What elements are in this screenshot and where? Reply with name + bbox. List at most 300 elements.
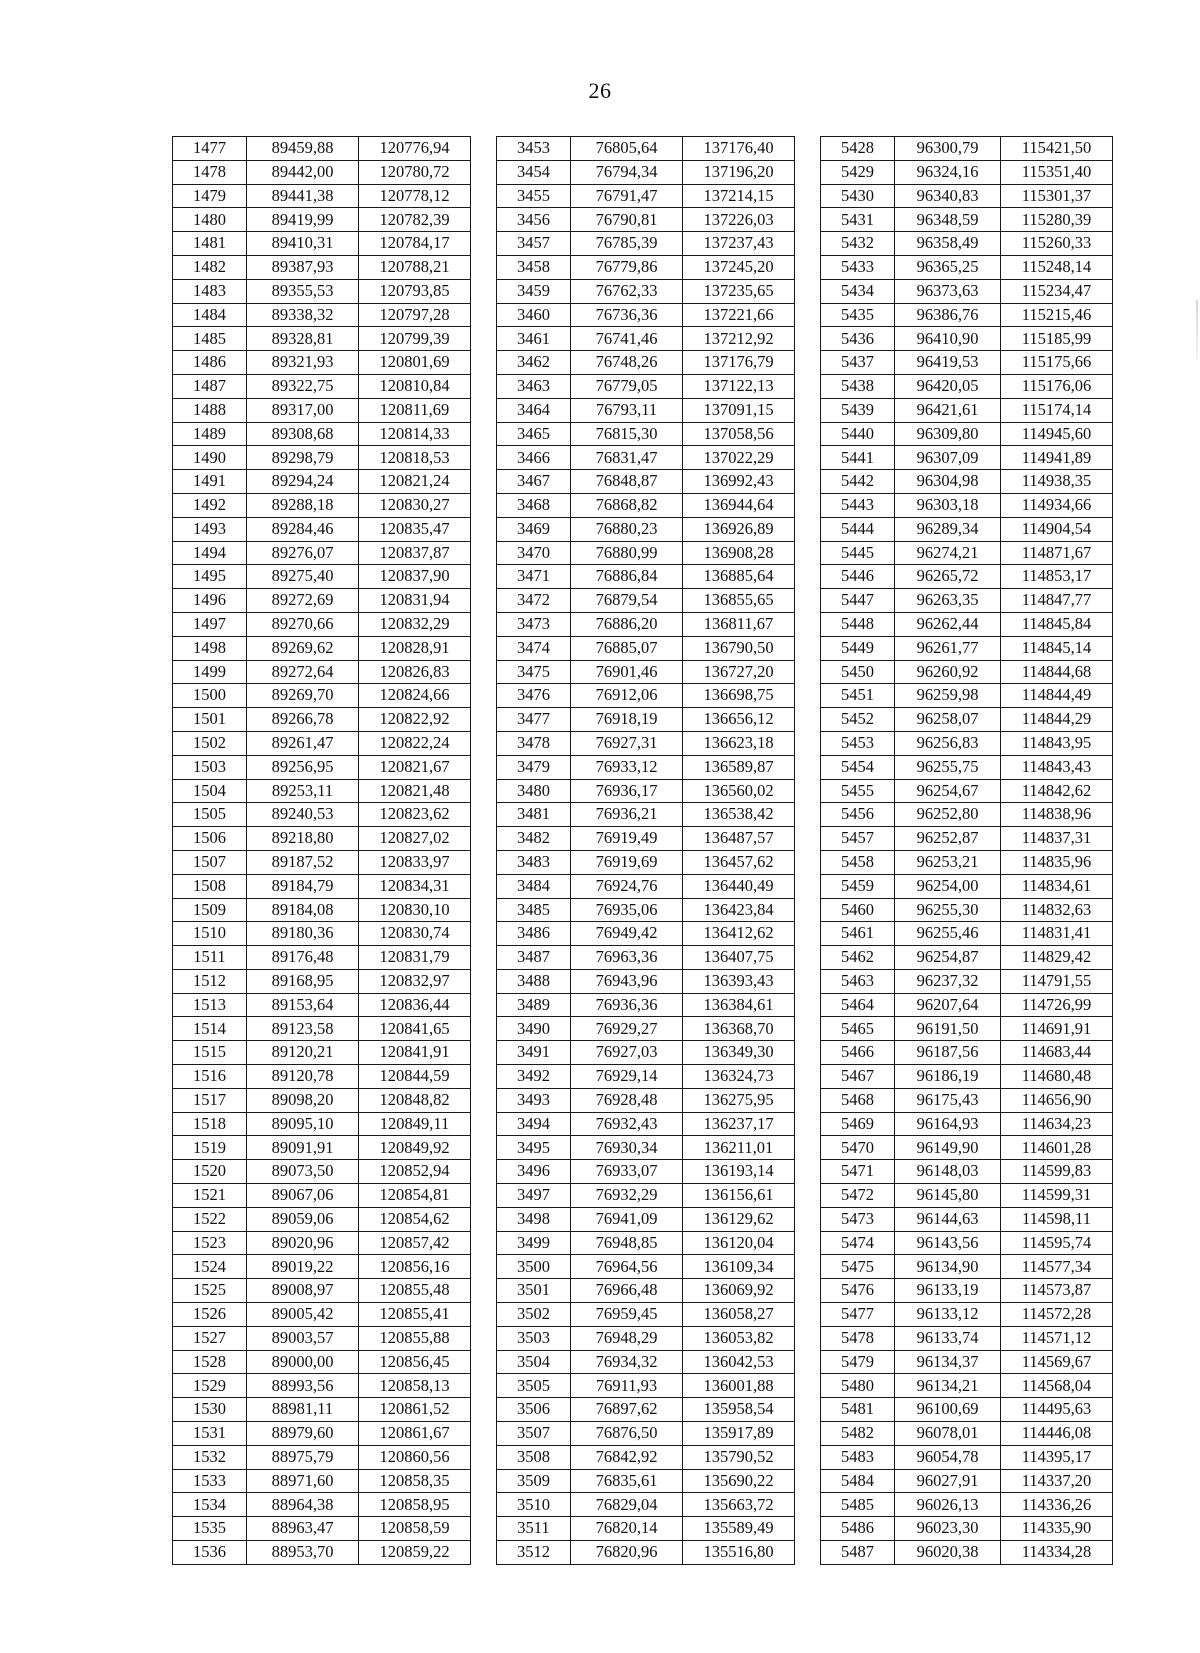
group-2-y-coordinate-cell: 136393,43 <box>683 969 795 993</box>
group-1-point-number-cell: 1525 <box>173 1279 247 1303</box>
group-2-y-coordinate-cell: 136120,04 <box>683 1231 795 1255</box>
group-2-x-coordinate-cell: 76964,56 <box>571 1255 683 1279</box>
table-row <box>173 351 1113 375</box>
group-3-point-number-cell: 5454 <box>821 755 895 779</box>
column-spacer <box>795 969 821 993</box>
group-2-y-coordinate-cell: 136109,34 <box>683 1255 795 1279</box>
group-3-y-coordinate-cell: 115185,99 <box>1001 327 1113 351</box>
group-3-y-coordinate-cell: 115176,06 <box>1001 374 1113 398</box>
group-3-x-coordinate-cell: 96252,87 <box>895 827 1001 851</box>
group-2-point-number-cell: 3500 <box>497 1255 571 1279</box>
column-spacer <box>795 398 821 422</box>
group-1-y-coordinate-cell: 120856,16 <box>359 1255 471 1279</box>
group-3-x-coordinate-cell: 96303,18 <box>895 493 1001 517</box>
group-1-y-coordinate-cell: 120855,48 <box>359 1279 471 1303</box>
group-2-y-coordinate-cell: 136423,84 <box>683 898 795 922</box>
group-3-point-number-cell: 5458 <box>821 850 895 874</box>
group-1-point-number-cell: 1530 <box>173 1398 247 1422</box>
group-1-x-coordinate-cell: 89276,07 <box>247 541 359 565</box>
table-row <box>173 160 1113 184</box>
group-2-x-coordinate-cell: 76793,11 <box>571 398 683 422</box>
group-1-point-number-cell: 1505 <box>173 803 247 827</box>
group-2-x-coordinate-cell: 76901,46 <box>571 660 683 684</box>
column-spacer <box>471 1469 497 1493</box>
group-3-y-coordinate-cell: 115175,66 <box>1001 351 1113 375</box>
table-row <box>173 874 1113 898</box>
column-spacer <box>795 731 821 755</box>
group-1-x-coordinate-cell: 89269,70 <box>247 684 359 708</box>
table-row <box>173 779 1113 803</box>
group-2-x-coordinate-cell: 76741,46 <box>571 327 683 351</box>
group-1-y-coordinate-cell: 120858,59 <box>359 1517 471 1541</box>
column-spacer <box>471 1112 497 1136</box>
group-2-x-coordinate-cell: 76948,85 <box>571 1231 683 1255</box>
table-row <box>173 541 1113 565</box>
group-3-x-coordinate-cell: 96175,43 <box>895 1088 1001 1112</box>
group-2-point-number-cell: 3484 <box>497 874 571 898</box>
column-spacer <box>795 1445 821 1469</box>
group-3-x-coordinate-cell: 96026,13 <box>895 1493 1001 1517</box>
group-2-point-number-cell: 3487 <box>497 946 571 970</box>
group-1-y-coordinate-cell: 120818,53 <box>359 446 471 470</box>
group-2-point-number-cell: 3491 <box>497 1041 571 1065</box>
column-spacer <box>795 684 821 708</box>
group-2-x-coordinate-cell: 76848,87 <box>571 470 683 494</box>
group-1-point-number-cell: 1521 <box>173 1184 247 1208</box>
group-3-point-number-cell: 5483 <box>821 1445 895 1469</box>
group-2-y-coordinate-cell: 136053,82 <box>683 1326 795 1350</box>
group-3-y-coordinate-cell: 114726,99 <box>1001 993 1113 1017</box>
group-3-y-coordinate-cell: 114835,96 <box>1001 850 1113 874</box>
group-3-point-number-cell: 5460 <box>821 898 895 922</box>
table-row <box>173 184 1113 208</box>
coordinate-table-body <box>173 137 1113 1565</box>
column-spacer <box>471 946 497 970</box>
group-3-x-coordinate-cell: 96307,09 <box>895 446 1001 470</box>
group-1-point-number-cell: 1482 <box>173 255 247 279</box>
group-2-x-coordinate-cell: 76748,26 <box>571 351 683 375</box>
group-1-x-coordinate-cell: 88993,56 <box>247 1374 359 1398</box>
group-3-y-coordinate-cell: 115260,33 <box>1001 232 1113 256</box>
group-3-point-number-cell: 5445 <box>821 541 895 565</box>
table-row <box>173 1112 1113 1136</box>
column-spacer <box>795 374 821 398</box>
group-2-point-number-cell: 3486 <box>497 922 571 946</box>
group-2-y-coordinate-cell: 136656,12 <box>683 708 795 732</box>
group-2-y-coordinate-cell: 135589,49 <box>683 1517 795 1541</box>
group-2-y-coordinate-cell: 137245,20 <box>683 255 795 279</box>
column-spacer <box>471 446 497 470</box>
column-spacer <box>795 303 821 327</box>
column-spacer <box>795 327 821 351</box>
group-3-x-coordinate-cell: 96054,78 <box>895 1445 1001 1469</box>
group-2-x-coordinate-cell: 76924,76 <box>571 874 683 898</box>
column-spacer <box>471 1017 497 1041</box>
group-3-x-coordinate-cell: 96340,83 <box>895 184 1001 208</box>
group-3-point-number-cell: 5448 <box>821 612 895 636</box>
table-row <box>173 422 1113 446</box>
group-1-y-coordinate-cell: 120861,67 <box>359 1422 471 1446</box>
group-3-point-number-cell: 5439 <box>821 398 895 422</box>
table-row <box>173 1017 1113 1041</box>
table-row <box>173 684 1113 708</box>
group-2-x-coordinate-cell: 76794,34 <box>571 160 683 184</box>
group-2-x-coordinate-cell: 76790,81 <box>571 208 683 232</box>
group-1-point-number-cell: 1501 <box>173 708 247 732</box>
group-2-y-coordinate-cell: 135516,80 <box>683 1541 795 1565</box>
column-spacer <box>471 874 497 898</box>
group-3-x-coordinate-cell: 96386,76 <box>895 303 1001 327</box>
group-3-y-coordinate-cell: 114934,66 <box>1001 493 1113 517</box>
group-1-x-coordinate-cell: 89269,62 <box>247 636 359 660</box>
group-1-x-coordinate-cell: 89321,93 <box>247 351 359 375</box>
group-2-y-coordinate-cell: 136457,62 <box>683 850 795 874</box>
group-1-x-coordinate-cell: 89272,69 <box>247 589 359 613</box>
group-2-y-coordinate-cell: 136623,18 <box>683 731 795 755</box>
group-2-point-number-cell: 3497 <box>497 1184 571 1208</box>
column-spacer <box>795 1303 821 1327</box>
group-1-y-coordinate-cell: 120801,69 <box>359 351 471 375</box>
group-1-x-coordinate-cell: 89294,24 <box>247 470 359 494</box>
group-3-y-coordinate-cell: 114577,34 <box>1001 1255 1113 1279</box>
group-3-x-coordinate-cell: 96144,63 <box>895 1207 1001 1231</box>
group-2-x-coordinate-cell: 76949,42 <box>571 922 683 946</box>
group-3-y-coordinate-cell: 114569,67 <box>1001 1350 1113 1374</box>
group-1-x-coordinate-cell: 89059,06 <box>247 1207 359 1231</box>
group-2-x-coordinate-cell: 76736,36 <box>571 303 683 327</box>
group-1-y-coordinate-cell: 120848,82 <box>359 1088 471 1112</box>
group-3-x-coordinate-cell: 96255,30 <box>895 898 1001 922</box>
group-1-y-coordinate-cell: 120855,88 <box>359 1326 471 1350</box>
table-row <box>173 208 1113 232</box>
group-3-point-number-cell: 5444 <box>821 517 895 541</box>
group-1-y-coordinate-cell: 120858,35 <box>359 1469 471 1493</box>
group-1-x-coordinate-cell: 89005,42 <box>247 1303 359 1327</box>
column-spacer <box>795 1350 821 1374</box>
group-3-x-coordinate-cell: 96358,49 <box>895 232 1001 256</box>
column-spacer <box>795 422 821 446</box>
group-3-y-coordinate-cell: 115174,14 <box>1001 398 1113 422</box>
group-3-y-coordinate-cell: 114904,54 <box>1001 517 1113 541</box>
group-1-x-coordinate-cell: 89288,18 <box>247 493 359 517</box>
group-1-point-number-cell: 1489 <box>173 422 247 446</box>
group-2-point-number-cell: 3473 <box>497 612 571 636</box>
group-3-y-coordinate-cell: 114941,89 <box>1001 446 1113 470</box>
group-2-point-number-cell: 3498 <box>497 1207 571 1231</box>
group-1-y-coordinate-cell: 120857,42 <box>359 1231 471 1255</box>
column-spacer <box>471 517 497 541</box>
group-3-y-coordinate-cell: 114843,95 <box>1001 731 1113 755</box>
group-1-x-coordinate-cell: 88963,47 <box>247 1517 359 1541</box>
group-2-x-coordinate-cell: 76879,54 <box>571 589 683 613</box>
table-row <box>173 1255 1113 1279</box>
table-row <box>173 755 1113 779</box>
group-2-y-coordinate-cell: 136440,49 <box>683 874 795 898</box>
group-1-y-coordinate-cell: 120797,28 <box>359 303 471 327</box>
group-1-x-coordinate-cell: 89284,46 <box>247 517 359 541</box>
group-1-x-coordinate-cell: 89008,97 <box>247 1279 359 1303</box>
group-1-point-number-cell: 1513 <box>173 993 247 1017</box>
group-1-y-coordinate-cell: 120810,84 <box>359 374 471 398</box>
table-row <box>173 1541 1113 1565</box>
group-2-y-coordinate-cell: 136908,28 <box>683 541 795 565</box>
column-spacer <box>471 993 497 1017</box>
group-3-y-coordinate-cell: 114938,35 <box>1001 470 1113 494</box>
group-2-y-coordinate-cell: 135663,72 <box>683 1493 795 1517</box>
group-3-y-coordinate-cell: 114573,87 <box>1001 1279 1113 1303</box>
group-2-x-coordinate-cell: 76897,62 <box>571 1398 683 1422</box>
group-3-y-coordinate-cell: 114337,20 <box>1001 1469 1113 1493</box>
group-3-y-coordinate-cell: 114871,67 <box>1001 541 1113 565</box>
table-row <box>173 993 1113 1017</box>
group-1-y-coordinate-cell: 120849,11 <box>359 1112 471 1136</box>
table-row <box>173 636 1113 660</box>
group-2-point-number-cell: 3512 <box>497 1541 571 1565</box>
group-3-y-coordinate-cell: 114843,43 <box>1001 755 1113 779</box>
group-2-y-coordinate-cell: 136885,64 <box>683 565 795 589</box>
group-2-y-coordinate-cell: 136042,53 <box>683 1350 795 1374</box>
group-2-point-number-cell: 3453 <box>497 137 571 161</box>
group-3-point-number-cell: 5477 <box>821 1303 895 1327</box>
group-2-x-coordinate-cell: 76929,27 <box>571 1017 683 1041</box>
table-row <box>173 327 1113 351</box>
group-2-x-coordinate-cell: 76779,05 <box>571 374 683 398</box>
column-spacer <box>795 827 821 851</box>
group-1-point-number-cell: 1498 <box>173 636 247 660</box>
group-2-y-coordinate-cell: 136237,17 <box>683 1112 795 1136</box>
group-3-x-coordinate-cell: 96261,77 <box>895 636 1001 660</box>
column-spacer <box>795 946 821 970</box>
group-2-x-coordinate-cell: 76919,69 <box>571 850 683 874</box>
group-1-x-coordinate-cell: 89272,64 <box>247 660 359 684</box>
group-2-point-number-cell: 3461 <box>497 327 571 351</box>
group-1-point-number-cell: 1486 <box>173 351 247 375</box>
group-1-x-coordinate-cell: 89095,10 <box>247 1112 359 1136</box>
group-2-point-number-cell: 3464 <box>497 398 571 422</box>
table-row <box>173 1303 1113 1327</box>
group-1-point-number-cell: 1535 <box>173 1517 247 1541</box>
group-3-point-number-cell: 5474 <box>821 1231 895 1255</box>
column-spacer <box>795 1041 821 1065</box>
group-2-point-number-cell: 3458 <box>497 255 571 279</box>
group-2-y-coordinate-cell: 136811,67 <box>683 612 795 636</box>
group-2-y-coordinate-cell: 136156,61 <box>683 1184 795 1208</box>
group-2-x-coordinate-cell: 76959,45 <box>571 1303 683 1327</box>
group-1-x-coordinate-cell: 89120,78 <box>247 1065 359 1089</box>
group-2-y-coordinate-cell: 136069,92 <box>683 1279 795 1303</box>
table-row <box>173 1445 1113 1469</box>
table-row <box>173 1517 1113 1541</box>
group-1-x-coordinate-cell: 88975,79 <box>247 1445 359 1469</box>
group-1-y-coordinate-cell: 120833,97 <box>359 850 471 874</box>
group-3-y-coordinate-cell: 114844,68 <box>1001 660 1113 684</box>
group-3-y-coordinate-cell: 114335,90 <box>1001 1517 1113 1541</box>
column-spacer <box>795 660 821 684</box>
group-1-point-number-cell: 1534 <box>173 1493 247 1517</box>
column-spacer <box>471 1350 497 1374</box>
group-3-point-number-cell: 5431 <box>821 208 895 232</box>
group-3-point-number-cell: 5433 <box>821 255 895 279</box>
group-3-x-coordinate-cell: 96421,61 <box>895 398 1001 422</box>
group-1-x-coordinate-cell: 89328,81 <box>247 327 359 351</box>
group-3-point-number-cell: 5480 <box>821 1374 895 1398</box>
group-3-y-coordinate-cell: 114853,17 <box>1001 565 1113 589</box>
group-2-x-coordinate-cell: 76930,34 <box>571 1136 683 1160</box>
group-2-point-number-cell: 3504 <box>497 1350 571 1374</box>
column-spacer <box>795 803 821 827</box>
group-1-y-coordinate-cell: 120852,94 <box>359 1160 471 1184</box>
column-spacer <box>471 255 497 279</box>
group-1-point-number-cell: 1516 <box>173 1065 247 1089</box>
column-spacer <box>471 612 497 636</box>
group-2-x-coordinate-cell: 76941,09 <box>571 1207 683 1231</box>
column-spacer <box>471 898 497 922</box>
group-1-point-number-cell: 1518 <box>173 1112 247 1136</box>
group-2-y-coordinate-cell: 136001,88 <box>683 1374 795 1398</box>
group-2-y-coordinate-cell: 137176,40 <box>683 137 795 161</box>
group-3-point-number-cell: 5484 <box>821 1469 895 1493</box>
group-1-point-number-cell: 1512 <box>173 969 247 993</box>
group-3-point-number-cell: 5452 <box>821 708 895 732</box>
group-1-y-coordinate-cell: 120822,24 <box>359 731 471 755</box>
group-2-point-number-cell: 3469 <box>497 517 571 541</box>
column-spacer <box>471 684 497 708</box>
group-2-x-coordinate-cell: 76943,96 <box>571 969 683 993</box>
column-spacer <box>471 1398 497 1422</box>
group-1-y-coordinate-cell: 120776,94 <box>359 137 471 161</box>
group-1-y-coordinate-cell: 120858,13 <box>359 1374 471 1398</box>
column-spacer <box>471 137 497 161</box>
group-3-x-coordinate-cell: 96420,05 <box>895 374 1001 398</box>
group-2-y-coordinate-cell: 137237,43 <box>683 232 795 256</box>
column-spacer <box>471 827 497 851</box>
group-1-x-coordinate-cell: 89459,88 <box>247 137 359 161</box>
group-1-point-number-cell: 1509 <box>173 898 247 922</box>
group-2-x-coordinate-cell: 76762,33 <box>571 279 683 303</box>
group-1-x-coordinate-cell: 89180,36 <box>247 922 359 946</box>
group-1-point-number-cell: 1492 <box>173 493 247 517</box>
column-spacer <box>795 1541 821 1565</box>
group-1-point-number-cell: 1478 <box>173 160 247 184</box>
column-spacer <box>795 1279 821 1303</box>
table-row <box>173 1374 1113 1398</box>
column-spacer <box>471 755 497 779</box>
group-3-point-number-cell: 5466 <box>821 1041 895 1065</box>
group-1-y-coordinate-cell: 120834,31 <box>359 874 471 898</box>
group-1-y-coordinate-cell: 120821,67 <box>359 755 471 779</box>
column-spacer <box>795 1160 821 1184</box>
group-3-y-coordinate-cell: 115301,37 <box>1001 184 1113 208</box>
group-3-point-number-cell: 5478 <box>821 1326 895 1350</box>
group-2-y-coordinate-cell: 136349,30 <box>683 1041 795 1065</box>
group-2-point-number-cell: 3459 <box>497 279 571 303</box>
column-spacer <box>795 1517 821 1541</box>
group-1-y-coordinate-cell: 120841,65 <box>359 1017 471 1041</box>
group-3-point-number-cell: 5453 <box>821 731 895 755</box>
column-spacer <box>795 779 821 803</box>
group-3-x-coordinate-cell: 96078,01 <box>895 1422 1001 1446</box>
group-1-point-number-cell: 1520 <box>173 1160 247 1184</box>
group-2-point-number-cell: 3483 <box>497 850 571 874</box>
group-1-y-coordinate-cell: 120830,74 <box>359 922 471 946</box>
group-1-point-number-cell: 1514 <box>173 1017 247 1041</box>
column-spacer <box>795 874 821 898</box>
group-2-x-coordinate-cell: 76820,14 <box>571 1517 683 1541</box>
table-row <box>173 1160 1113 1184</box>
group-2-x-coordinate-cell: 76936,21 <box>571 803 683 827</box>
group-1-y-coordinate-cell: 120830,10 <box>359 898 471 922</box>
group-1-y-coordinate-cell: 120832,97 <box>359 969 471 993</box>
group-1-point-number-cell: 1511 <box>173 946 247 970</box>
group-1-point-number-cell: 1515 <box>173 1041 247 1065</box>
group-1-y-coordinate-cell: 120830,27 <box>359 493 471 517</box>
group-2-point-number-cell: 3495 <box>497 1136 571 1160</box>
group-1-x-coordinate-cell: 89410,31 <box>247 232 359 256</box>
group-3-x-coordinate-cell: 96133,19 <box>895 1279 1001 1303</box>
group-2-y-coordinate-cell: 135958,54 <box>683 1398 795 1422</box>
group-1-y-coordinate-cell: 120811,69 <box>359 398 471 422</box>
group-3-point-number-cell: 5446 <box>821 565 895 589</box>
column-spacer <box>471 1279 497 1303</box>
table-row <box>173 1469 1113 1493</box>
group-1-y-coordinate-cell: 120827,02 <box>359 827 471 851</box>
group-1-x-coordinate-cell: 89184,08 <box>247 898 359 922</box>
group-1-x-coordinate-cell: 89067,06 <box>247 1184 359 1208</box>
group-1-x-coordinate-cell: 89019,22 <box>247 1255 359 1279</box>
group-1-x-coordinate-cell: 89176,48 <box>247 946 359 970</box>
group-3-x-coordinate-cell: 96145,80 <box>895 1184 1001 1208</box>
group-1-point-number-cell: 1500 <box>173 684 247 708</box>
group-1-point-number-cell: 1485 <box>173 327 247 351</box>
group-2-x-coordinate-cell: 76885,07 <box>571 636 683 660</box>
group-1-y-coordinate-cell: 120828,91 <box>359 636 471 660</box>
group-3-y-coordinate-cell: 114791,55 <box>1001 969 1113 993</box>
column-spacer <box>795 541 821 565</box>
group-2-x-coordinate-cell: 76829,04 <box>571 1493 683 1517</box>
column-spacer <box>795 708 821 732</box>
column-spacer <box>471 493 497 517</box>
group-1-point-number-cell: 1536 <box>173 1541 247 1565</box>
group-1-point-number-cell: 1497 <box>173 612 247 636</box>
group-3-x-coordinate-cell: 96207,64 <box>895 993 1001 1017</box>
group-1-point-number-cell: 1496 <box>173 589 247 613</box>
group-3-x-coordinate-cell: 96134,90 <box>895 1255 1001 1279</box>
group-1-y-coordinate-cell: 120831,94 <box>359 589 471 613</box>
group-3-point-number-cell: 5470 <box>821 1136 895 1160</box>
group-1-y-coordinate-cell: 120836,44 <box>359 993 471 1017</box>
group-2-x-coordinate-cell: 76936,17 <box>571 779 683 803</box>
table-row <box>173 922 1113 946</box>
group-1-y-coordinate-cell: 120835,47 <box>359 517 471 541</box>
column-spacer <box>471 1445 497 1469</box>
group-3-point-number-cell: 5467 <box>821 1065 895 1089</box>
column-spacer <box>795 1136 821 1160</box>
column-spacer <box>795 208 821 232</box>
column-spacer <box>471 1160 497 1184</box>
group-3-point-number-cell: 5456 <box>821 803 895 827</box>
group-1-x-coordinate-cell: 89123,58 <box>247 1017 359 1041</box>
column-spacer <box>795 755 821 779</box>
column-spacer <box>471 470 497 494</box>
column-spacer <box>795 255 821 279</box>
group-3-x-coordinate-cell: 96252,80 <box>895 803 1001 827</box>
group-3-x-coordinate-cell: 96263,35 <box>895 589 1001 613</box>
table-row <box>173 1422 1113 1446</box>
group-1-point-number-cell: 1494 <box>173 541 247 565</box>
group-2-point-number-cell: 3456 <box>497 208 571 232</box>
group-3-y-coordinate-cell: 114831,41 <box>1001 922 1113 946</box>
group-3-y-coordinate-cell: 114598,11 <box>1001 1207 1113 1231</box>
